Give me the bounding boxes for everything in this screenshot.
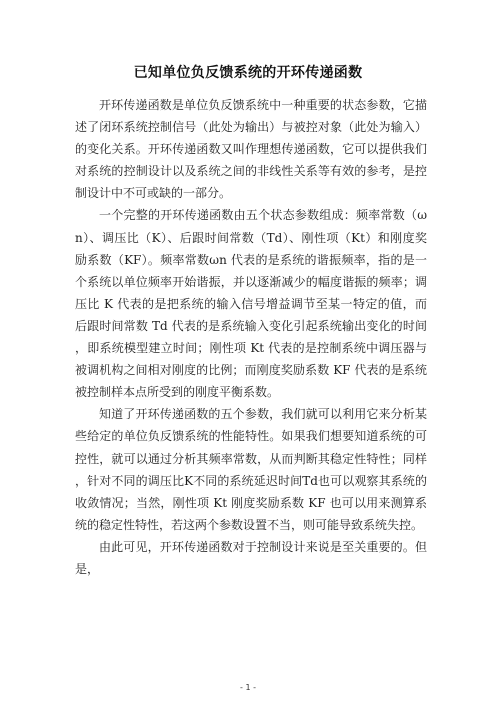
page-number: - 1 - bbox=[240, 683, 256, 692]
document-title: 已知单位负反馈系统的开环传递函数 bbox=[133, 65, 363, 81]
paragraph-3: 知道了开环传递函数的五个参数，我们就可以利用它来分析某些给定的单位负反馈系统的性能特性。如果我们想要知道系统的可控性，就可以通过分析其频率常数，从而判断其稳定性特性；同样，针对不同的调压比K不同的系统延迟时间Td也可以观察其系统的收敛情况；当然，刚性项 Kt 刚度奖励系数 KF 也可以用来测算系统的稳定性特性，若这两个参数设置不当，则可能导致系统失控。 bbox=[75, 407, 427, 532]
document-body bbox=[75, 94, 427, 580]
paragraph-2: 一个完整的开环传递函数由五个状态参数组成：频率常数（ωn）、调压比（K）、后跟时间常数（Td）、刚性项（Kt）和刚度奖励系数（KF）。频率常数ωn 代表的是系统的谐振频率，指的是一个系统以单位频率开始谐振，并以逐渐减少的幅度谐振的频率；调压比 K 代表的是把系统的输入信号增益调节至某一特定的值，而后跟时间常数 Td 代表的是系统输入变化引起系统输出变化的时间，即系统模型建立时间；刚性项 Kt 代表的是控制系统中调压器与被调机构之间相对刚度的比例；而刚度奖励系数 KF 代表的是系统被控制样本点所受到的刚度平衡系数。 bbox=[75, 208, 427, 400]
paragraph-4: 由此可见，开环传递函数对于控制设计来说是至关重要的。但是， bbox=[75, 539, 427, 576]
paragraph-1: 开环传递函数是单位负反馈系统中一种重要的状态参数，它描述了闭环系统控制信号（此处为输出）与被控对象（此处为输入）的变化关系。开环传递函数又叫作理想传递函数，它可以提供我们对系统的控制设计以及系统之间的非线性关系等有效的参考，是控制设计中不可或缺的一部分。 bbox=[75, 98, 427, 201]
